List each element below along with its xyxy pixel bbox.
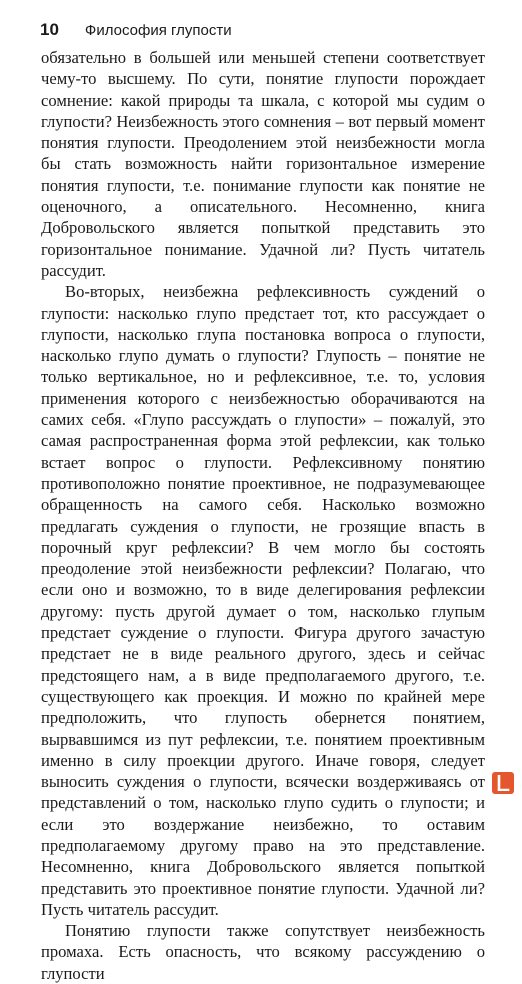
running-head <box>40 20 232 40</box>
paragraph-3: Понятию глупости также сопутствует неизбежность промаха. Есть опасность, что всякому рассуждению о глупости <box>41 921 485 983</box>
paragraph-2: Во-вторых, неизбежна рефлексивность суждений о глупости: насколько глупо предстает тот, кто рассуждает о глупости, насколько глупа постановка вопроса о глупости, насколько глупо думать о глупости? Глупость – понятие не только вертикальное, но и рефлексивное, т.е. то, условия применения которого с неизбежностью оборачиваются на самих себя. «Глупо рассуждать о глупости» – пожалуй, это самая распространенная форма этой рефлексии, как только встает вопрос о глупости. Рефлексивному понятию противоположно понятие проективное, не подразумевающее обращенность на самого себя. Насколько возможно предлагать суждения о глупости, не грозящие впасть в порочный круг рефлексии? В чем могло бы состоять преодоление этой неизбежности рефлексии? Полагаю, что если оно и возможно, то в виде делегирования рефлексии другому: пусть другой думает о том, насколько глупым предстает суждение о глупости. Фигура другого зачастую предстает не в виде реального другого, здесь и сейчас предстоящего нам, а в виде предполагаемого другого, т.е. существующего как проекция. И можно по крайней мере предположить, что глупость обернется понятием, вырвавшимся из пут рефлексии, т.е. понятием проективным именно в силу проекции другого. Иначе говоря, следует выносить суждения о глупости, всячески воздерживаясь от представлений о том, насколько глупо судить о глупости; и если это воздержание неизбежно, то оставим предполагаемому другому право на это представление. Несомненно, книга Добровольского является попыткой представить это проективное понятие глупости. Удачной ли? Пусть читатель рассудит. <box>41 282 485 919</box>
body-text <box>41 47 485 984</box>
labirint-logo-icon <box>492 772 514 794</box>
paragraph-1: обязательно в большей или меньшей степени соответствует чему-то высшему. По сути, понятие глупости порождает сомнение: какой природы та шкала, с которой мы судим о глупости? Неизбежность этого сомнения – вот первый момент понятия глупости. Преодолением этой неизбежности могла бы стать возможность найти горизонтальное измерение понятия глупости, т.е. понимание глупости как понятие не оценочного, а описательного. Несомненно, книга Добровольского является попыткой представить это горизонтальное понимание. Удачной ли? Пусть читатель рассудит. <box>41 48 485 280</box>
running-title: Философия глупости <box>84 22 232 39</box>
labirint-logo-glyph-icon <box>496 775 510 791</box>
page-number: 10 <box>40 20 59 39</box>
